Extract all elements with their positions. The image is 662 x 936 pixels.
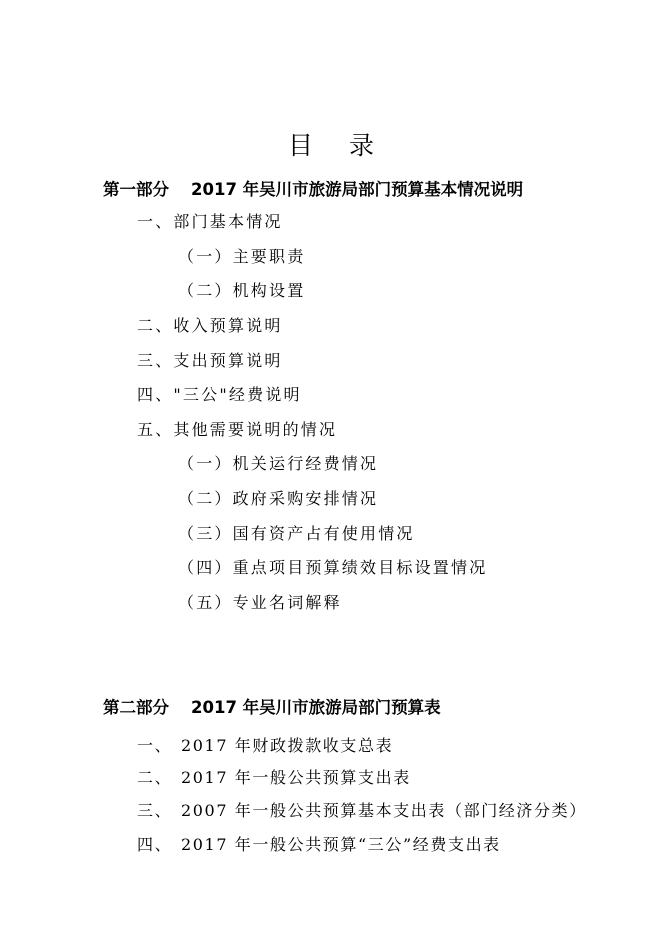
table-list-number: 一、 — [137, 736, 173, 755]
toc-item: 二、收入预算说明 — [137, 316, 283, 335]
toc-item: （二）政府采购安排情况 — [178, 489, 379, 508]
table-list-number: 二、 — [137, 768, 173, 787]
table-list-number: 三、 — [137, 801, 173, 820]
toc-item: （五）专业名词解释 — [178, 593, 342, 612]
toc-item: （四）重点项目预算绩效目标设置情况 — [178, 558, 488, 577]
table-list-item — [137, 733, 393, 756]
table-list-item — [137, 832, 501, 855]
part-two-title: 2017 年吴川市旅游局部门预算表 — [191, 698, 441, 717]
part-one-heading — [103, 176, 523, 200]
toc-item: （一）机关运行经费情况 — [178, 454, 379, 473]
table-list-text: 2017 年一般公共预算支出表 — [181, 768, 411, 787]
table-list-item — [137, 798, 587, 821]
table-list-item — [137, 765, 411, 788]
toc-item: （三）国有资产占有使用情况 — [178, 524, 415, 543]
toc-item: 四、"三公"经费说明 — [137, 385, 302, 404]
table-list-text: 2017 年一般公共预算“三公”经费支出表 — [181, 835, 501, 854]
part-one-title: 2017 年吴川市旅游局部门预算基本情况说明 — [191, 180, 524, 199]
part-two-label: 第二部分 — [103, 698, 169, 717]
toc-item: 三、支出预算说明 — [137, 351, 283, 370]
table-list-text: 2007 年一般公共预算基本支出表（部门经济分类） — [181, 801, 587, 820]
toc-item: （二）机构设置 — [178, 281, 306, 300]
table-list-number: 四、 — [137, 835, 173, 854]
toc-item: （一）主要职责 — [178, 247, 306, 266]
toc-item: 五、其他需要说明的情况 — [137, 420, 338, 439]
toc-item: 一、部门基本情况 — [137, 212, 283, 231]
part-two-heading — [103, 694, 441, 718]
table-list-text: 2017 年财政拨款收支总表 — [181, 736, 394, 755]
toc-title: 目 录 — [288, 131, 388, 160]
part-one-label: 第一部分 — [103, 180, 169, 199]
